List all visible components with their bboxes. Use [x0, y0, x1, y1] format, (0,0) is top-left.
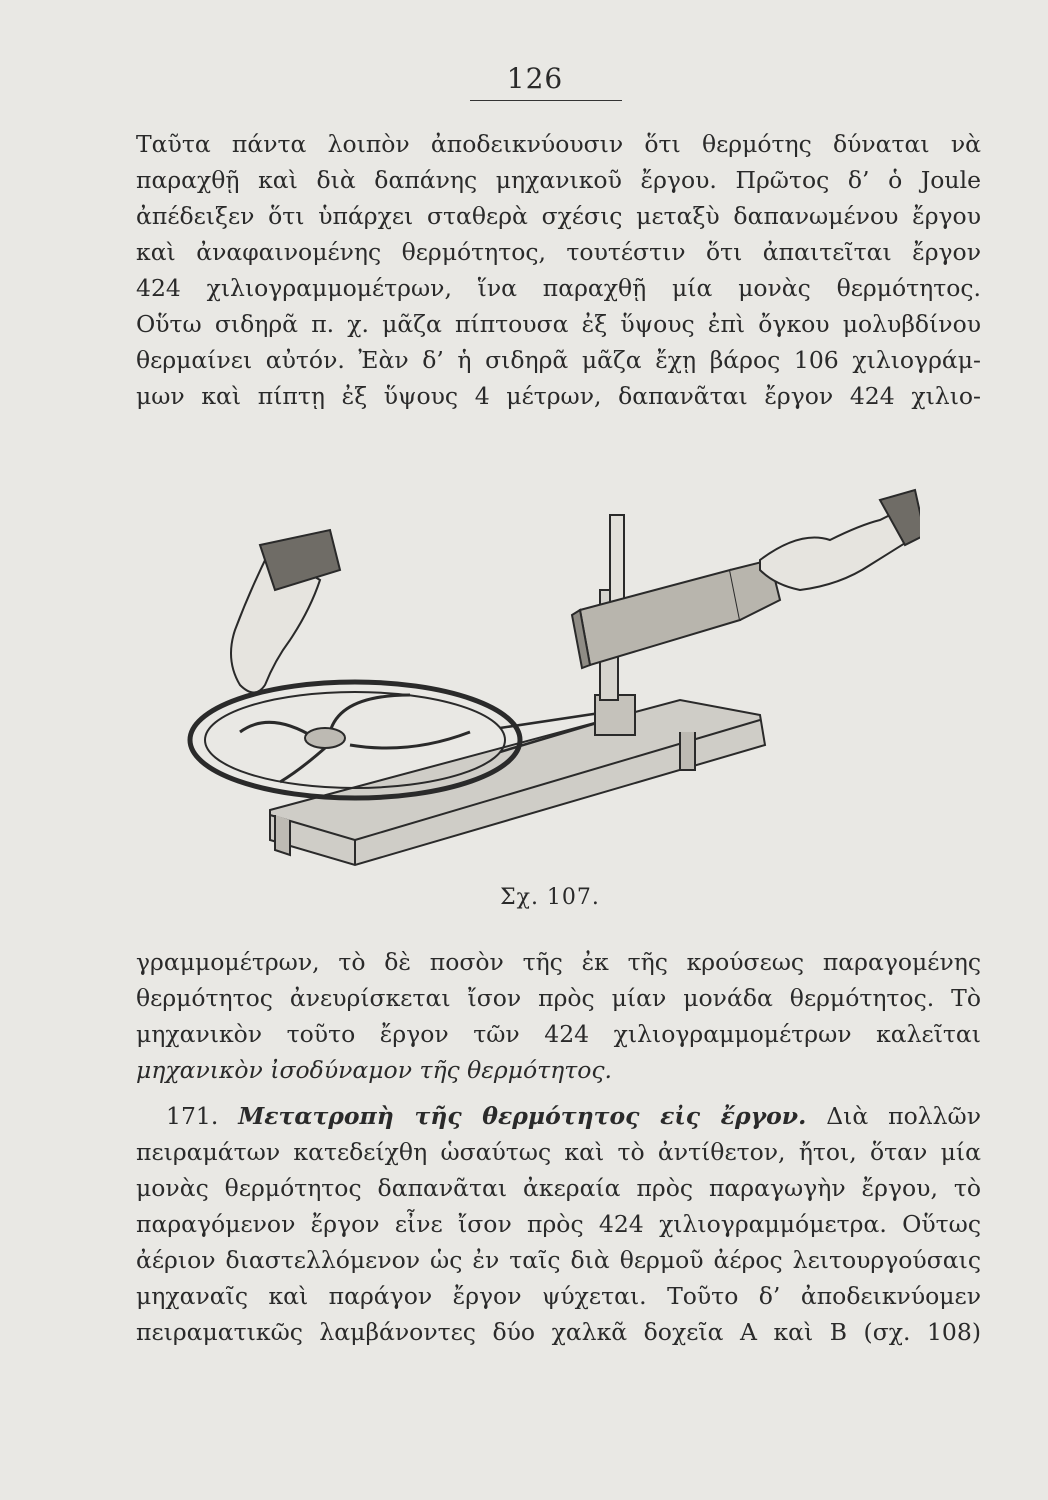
paragraph-1 — [136, 126, 981, 414]
text-line: πειραμάτων κατεδείχθη ὡσαύτως καὶ τὸ ἀντίθετον, ἤτοι, ὅταν μία — [136, 1138, 981, 1166]
figure-caption: Σχ. 107. — [500, 885, 600, 910]
page-number: 126 — [506, 62, 564, 95]
text-line: ἀέριον διαστελλόμενον ὡς ἐν ταῖς διὰ θερμοῦ ἀέρος λειτουργούσαις — [136, 1246, 981, 1274]
text-line: θερμαίνει αὐτόν. Ἐὰν δ’ ἡ σιδηρᾶ μᾶζα ἔχῃ βάρος 106 χιλιογράμ- — [136, 346, 981, 374]
section-heading-rest: Διὰ πολλῶν — [826, 1102, 981, 1130]
text-line-italic: μηχανικὸν ἰσοδύναμον τῆς θερμότητος. — [136, 1056, 613, 1084]
text-line: Οὕτω σιδηρᾶ π. χ. μᾶζα πίπτουσα ἐξ ὕψους ἐπὶ ὄγκου μολυβδίνου — [136, 310, 981, 338]
paragraph-2 — [136, 944, 981, 1088]
section-number: 171. — [166, 1102, 219, 1130]
text-line: θερμότητος ἀνευρίσκεται ἴσον πρὸς μίαν μονάδα θερμότητος. Τὸ — [136, 984, 981, 1012]
text-line: μονὰς θερμότητος δαπανᾶται ἀκεραία πρὸς παραγωγὴν ἔργου, τὸ — [136, 1174, 981, 1202]
text-line: 424 χιλιογραμμομέτρων, ἵνα παραχθῇ μία μονὰς θερμότητος. — [136, 274, 981, 302]
joule-apparatus-illustration — [180, 470, 920, 880]
text-line: μων καὶ πίπτῃ ἐξ ὕψους 4 μέτρων, δαπανᾶται ἔργον 424 χιλιο- — [136, 382, 981, 410]
section-171 — [136, 1098, 981, 1350]
text-line: παραγόμενον ἔργον εἶνε ἴσον πρὸς 424 χιλιογραμμόμετρα. Οὕτως — [136, 1210, 981, 1238]
section-title: Μετατροπὴ τῆς θερμότητος εἰς ἔργον. — [238, 1102, 807, 1130]
text-line: πειραματικῶς λαμβάνοντες δύο χαλκᾶ δοχεῖα Α καὶ Β (σχ. 108) — [136, 1318, 981, 1346]
text-line: γραμμομέτρων, τὸ δὲ ποσὸν τῆς ἐκ τῆς κρούσεως παραγομένης — [136, 948, 981, 976]
text-line: καὶ ἀναφαινομένης θερμότητος, τουτέστιν ὅτι ἀπαιτεῖται ἔργον — [136, 238, 981, 266]
text-line: Ταῦτα πάντα λοιπὸν ἀποδεικνύουσιν ὅτι θερμότης δύναται νὰ — [136, 130, 981, 158]
text-line: παραχθῇ καὶ διὰ δαπάνης μηχανικοῦ ἔργου. Πρῶτος δ’ ὁ Joule — [136, 166, 981, 194]
text-line: μηχαναῖς καὶ παράγον ἔργον ψύχεται. Τοῦτο δ’ ἀποδεικνύομεν — [136, 1282, 981, 1310]
section-heading-line — [136, 1098, 981, 1134]
text-line: ἀπέδειξεν ὅτι ὑπάρχει σταθερὰ σχέσις μεταξὺ δαπανωμένου ἔργου — [136, 202, 981, 230]
header-rule — [470, 100, 622, 101]
text-line: μηχανικὸν τοῦτο ἔργον τῶν 424 χιλιογραμμομέτρων καλεῖται — [136, 1020, 981, 1048]
